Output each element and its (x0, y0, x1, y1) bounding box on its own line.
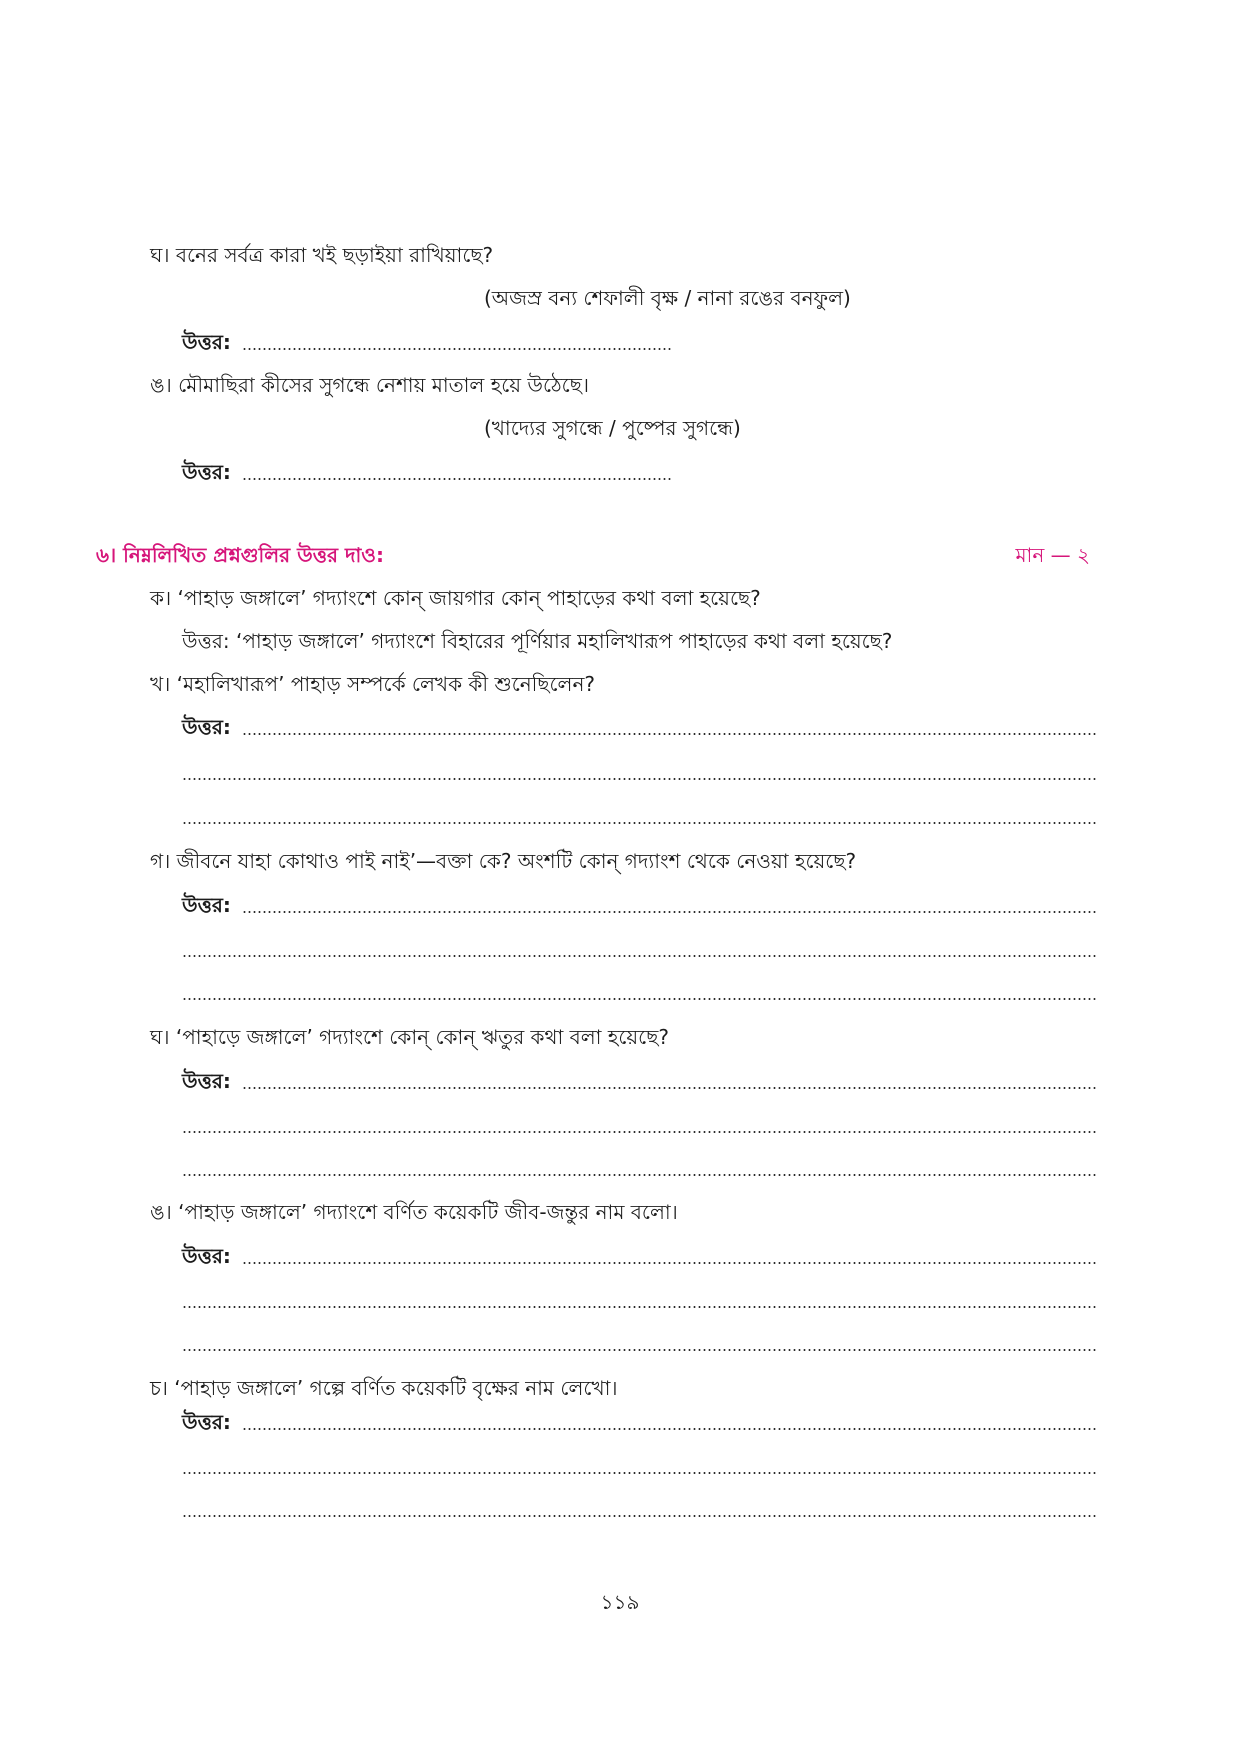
question-umo: ঙ। ‘পাহাড় জঙ্গালে’ গদ্যাংশে বর্ণিত কয়েকটি জীব-জন্তুর নাম বলো। (150, 1200, 678, 1224)
answer-row (182, 1241, 231, 1271)
answer-blank[interactable] (182, 757, 1097, 787)
answer-row (182, 457, 231, 487)
answer-blank[interactable] (242, 1241, 1097, 1271)
marks-label: মান — ২ (1015, 543, 1090, 567)
answer-blank[interactable] (182, 1451, 1097, 1481)
answer-blank[interactable] (182, 1110, 1097, 1140)
answer-row (182, 890, 231, 920)
answer-blank[interactable] (242, 327, 672, 357)
answer-blank[interactable] (182, 1328, 1097, 1358)
answer-label: উত্তর: (182, 460, 231, 484)
question-gha: ঘ। ‘পাহাড়ে জঙ্গালে’ গদ্যাংশে কোন্ কোন্ ঋতুর কথা বলা হয়েছে? (150, 1025, 669, 1049)
question-umo-prev: ঙ। মৌমাছিরা কীসের সুগন্ধে নেশায় মাতাল হয়ে উঠেছে। (150, 373, 589, 397)
question-cha: চ। ‘পাহাড় জঙ্গালে’ গল্পে বর্ণিত কয়েকটি বৃক্ষের নাম লেখো। (150, 1376, 618, 1400)
section-title: ৬। নিম্নলিখিত প্রশ্নগুলির উত্তর দাও: (96, 543, 384, 567)
answer-label: উত্তর: (182, 715, 231, 739)
answer-label: উত্তর: (182, 1410, 231, 1434)
answer-blank[interactable] (242, 890, 1097, 920)
answer-blank[interactable] (182, 1153, 1097, 1183)
answer-blank[interactable] (182, 1285, 1097, 1315)
answer-blank[interactable] (182, 801, 1097, 831)
answer-row (182, 712, 231, 742)
answer-blank[interactable] (242, 712, 1097, 742)
page-number: ১১৯ (600, 1590, 640, 1614)
answer-blank[interactable] (182, 977, 1097, 1007)
question-ka: ক। ‘পাহাড় জঙ্গালে’ গদ্যাংশে কোন্ জায়গার কোন্ পাহাড়ের কথা বলা হয়েছে? (150, 586, 761, 610)
answer-label: উত্তর: (182, 330, 231, 354)
options-gha-prev: (অজস্র বন্য শেফালী বৃক্ষ / নানা রঙের বনফুল) (484, 286, 851, 310)
answer-row (182, 1407, 231, 1437)
answer-row (182, 1066, 231, 1096)
options-umo-prev: (খাদ্যের সুগন্ধে / পুষ্পের সুগন্ধে) (484, 416, 741, 440)
question-gha-prev: ঘ। বনের সর্বত্র কারা খই ছড়াইয়া রাখিয়াছে? (150, 243, 494, 267)
answer-label: উত্তর: (182, 893, 231, 917)
answer-ka: উত্তর: ‘পাহাড় জঙ্গালে’ গদ্যাংশে বিহারের পূর্ণিয়ার মহালিখারূপ পাহাড়ের কথা বলা হয়েছে? (182, 629, 893, 653)
question-kha: খ। ‘মহালিখারূপ’ পাহাড় সম্পর্কে লেখক কী শুনেছিলেন? (150, 672, 596, 696)
question-ga: গ। জীবনে যাহা কোথাও পাই নাই’—বক্তা কে? অংশটি কোন্ গদ্যাংশ থেকে নেওয়া হয়েছে? (150, 849, 857, 873)
answer-blank[interactable] (242, 1066, 1097, 1096)
answer-blank[interactable] (242, 1407, 1097, 1437)
answer-label: উত্তর: (182, 1244, 231, 1268)
answer-blank[interactable] (182, 1494, 1097, 1524)
answer-blank[interactable] (182, 934, 1097, 964)
answer-row (182, 327, 231, 357)
answer-label: উত্তর: (182, 1069, 231, 1093)
answer-blank[interactable] (242, 457, 672, 487)
